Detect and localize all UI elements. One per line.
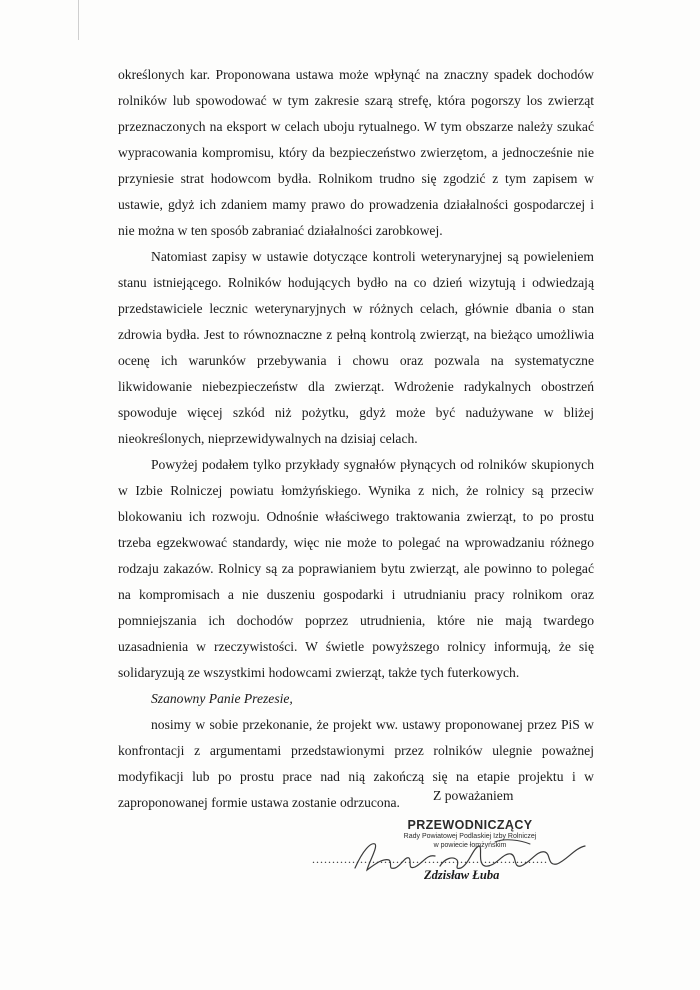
paragraph-veterinary-control: Natomiast zapisy w ustawie dotyczące kontroli weterynaryjnej są powieleniem stanu istniejącego. Rolników hodujących bydło na co dzień wizytują i odwiedzają przedstawiciele lecznic weterynaryjnych w różnych celach, głównie dbania o stan zdrowia bydła. Jest to równoznaczne z pełną kontrolą zwierząt, na bieżąco umożliwia ocenę ich warunków przebywania i chowu oraz pozwala na systematyczne likwidowanie niebezpieczeństw dla zwierząt. Wdrożenie radykalnych obostrzeń spowoduje więcej szkód niż pożytku, gdyż może być nadużywane w bliżej nieokreślonych, nieprzewidywalnych na dzisiaj celach. xyxy=(118,249,594,446)
paragraph-continuation: określonych kar. Proponowana ustawa może wpłynąć na znaczny spadek dochodów rolników lub spowodować w tym zakresie szarą strefę, która pogorszy los zwierząt przeznaczonych na eksport w celach uboju rytualnego. W tym obszarze należy szukać wypracowania kompromisu, który da bezpieczeństwo zwierzętom, a jednocześnie nie przyniesie strat hodowcom bydła. Rolnikom trudno się zgodzić z tym zapisem w ustawie, gdyż ich zdaniem mamy prawo do prowadzenia działalności gospodarczej i nie można w ten sposób zabraniać działalności zarobkowej. xyxy=(118,67,594,238)
salutation: Szanowny Panie Prezesie, xyxy=(151,691,293,706)
stamp-line-county: w powiecie łomżyńskim xyxy=(433,842,507,849)
paragraph-farmer-signals: Powyżej podałem tylko przykłady sygnałów płynących od rolników skupionych w Izbie Rolniczej powiatu łomżyńskiego. Wynika z nich, że rolnicy są przeciw blokowaniu ich rozwoju. Odnośnie właściwego traktowania zwierząt, to po prostu trzeba egzekwować standardy, więc nie może to polegać na wprowadzaniu różnego rodzaju zakazów. Rolnicy są za poprawianiem bytu zwierząt, ale powinno to polegać na kompromisach a nie duszeniu gospodarki i utrudnianiu pracy rolnikom oraz pomniejszania ich dochodów poprzez utrudnienia, które nie mają twardego uzasadnienia w rzeczywistości. W świetle powyższego rolnicy informują, że się solidaryzują ze wszystkimi hodowcami zwierząt, także tych futerkowych. xyxy=(118,457,594,680)
closing-phrase: Z poważaniem xyxy=(433,788,514,803)
scan-edge-mark xyxy=(78,0,79,40)
stamp-line-council: Rady Powiatowej Podlaskiej Izby Rolniczej xyxy=(403,833,537,840)
letter-body xyxy=(118,62,594,816)
signer-name: Zdzisław Łuba xyxy=(424,868,500,882)
stamp-title: PRZEWODNICZĄCY xyxy=(407,818,533,832)
signature-line: ........................................................... xyxy=(312,852,548,866)
paragraph-conclusion: nosimy w sobie przekonanie, że projekt ww. ustawy proponowanej przez PiS w konfrontacji z argumentami przedstawionymi przez rolników ulegnie poważnej modyfikacji lub po prostu prace nad nią zakończą się na etapie projektu i w zaproponowanej formie ustawa zostanie odrzucona. xyxy=(118,717,594,810)
